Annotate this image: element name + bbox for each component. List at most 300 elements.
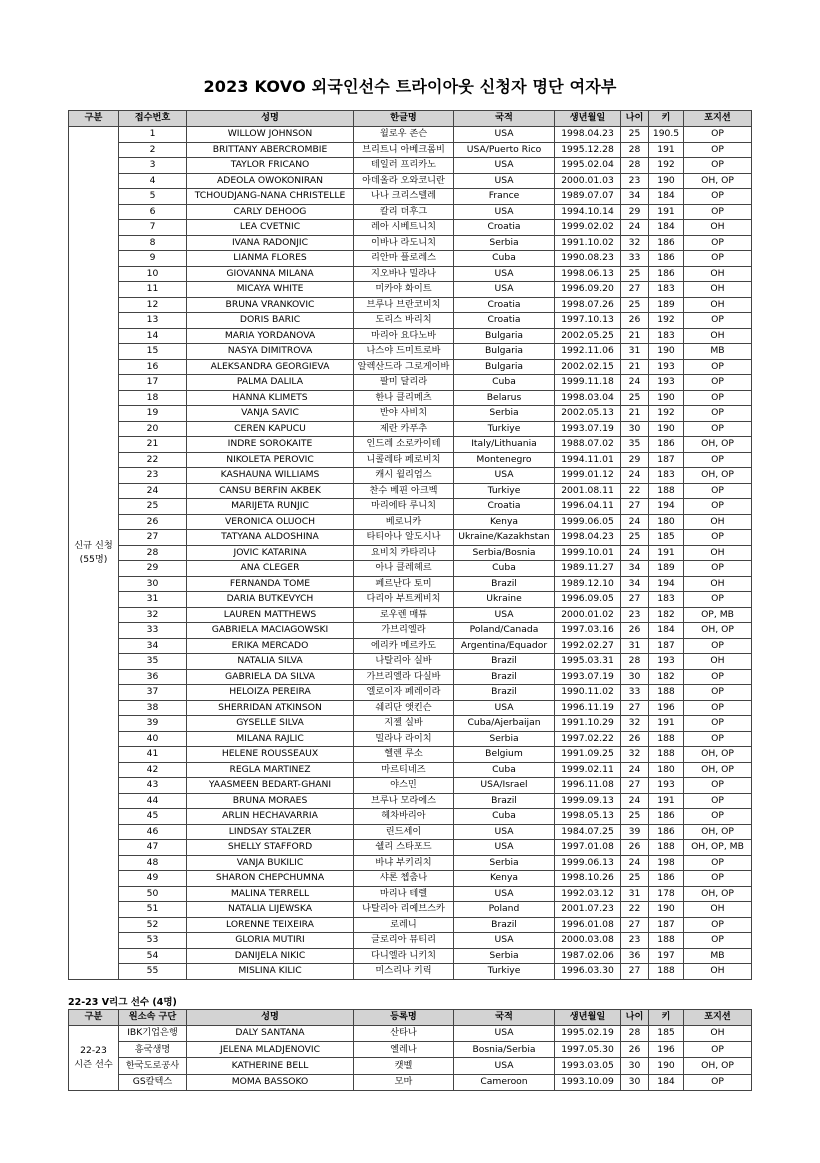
table-cell: 27 [621,700,649,716]
table-cell: 32 [119,607,187,623]
table-cell: OH [684,545,752,561]
table-row [69,700,752,716]
table-cell: 184 [649,1074,684,1090]
table-cell: 린드세이 [354,824,454,840]
table-row [69,235,752,251]
table-cell: 24 [621,855,649,871]
table-cell: ALEKSANDRA GEORGIEVA [187,359,354,375]
column-header: 포지션 [684,111,752,127]
table-cell: 2002.05.25 [555,328,621,344]
table-cell: LAUREN MATTHEWS [187,607,354,623]
table-cell: BRITTANY ABERCROMBIE [187,142,354,158]
table-row [69,623,752,639]
table-cell: OP [684,716,752,732]
table-cell: 24 [621,762,649,778]
table-cell: Brazil [454,669,555,685]
table-cell: 칼리 더후그 [354,204,454,220]
table-cell: 194 [649,576,684,592]
table-cell: 24 [621,793,649,809]
table-row [69,576,752,592]
table-cell: 리안마 플로레스 [354,251,454,267]
table-cell: 에리카 메르카도 [354,638,454,654]
table-cell: 34 [119,638,187,654]
table-row [69,948,752,964]
table-cell: 21 [119,437,187,453]
table-cell: 33 [621,685,649,701]
section-title: 22-23 V리그 선수 (4명) [68,997,177,1008]
table-cell: 1996.09.20 [555,282,621,298]
table-cell: 1998.06.13 [555,266,621,282]
table-cell: 미카야 화이트 [354,282,454,298]
table-cell: 24 [119,483,187,499]
table-cell: 2001.07.23 [555,902,621,918]
table-row [69,189,752,205]
table-cell: 엘로이자 페레이라 [354,685,454,701]
table-row [69,762,752,778]
table-cell: Brazil [454,685,555,701]
table-cell: 27 [621,282,649,298]
table-row [69,375,752,391]
table-row [69,127,752,143]
table-cell: 1998.04.23 [555,530,621,546]
table-cell: 196 [649,1042,684,1058]
table-row [69,716,752,732]
table-cell: USA [454,173,555,189]
table-cell: 2000.03.08 [555,933,621,949]
table-cell: 27 [621,778,649,794]
table-row [69,173,752,189]
table-cell: BRUNA VRANKOVIC [187,297,354,313]
table-cell: OP [684,235,752,251]
table-cell: 190 [649,421,684,437]
table-cell: 옐레나 [354,1042,454,1058]
table-cell: 레아 시베트니치 [354,220,454,236]
table-cell: 브루나 브란코비치 [354,297,454,313]
table-cell: 1995.02.19 [555,1026,621,1042]
table-cell: 192 [649,406,684,422]
table-cell: OP [684,731,752,747]
table-cell: 36 [621,948,649,964]
table-cell: 188 [649,840,684,856]
table-cell: 지오바나 밀라나 [354,266,454,282]
table-cell: 27 [621,917,649,933]
table-cell: 189 [649,561,684,577]
table-cell: OH [684,328,752,344]
table-cell: JELENA MLADJENOVIC [187,1042,354,1058]
table-cell: LORENNE TEIXEIRA [187,917,354,933]
table-cell: VERONICA OLUOCH [187,514,354,530]
table-cell: MARIJETA RUNJIC [187,499,354,515]
table-cell: 186 [649,266,684,282]
table-cell: 1989.12.10 [555,576,621,592]
table-row [69,142,752,158]
table-cell: Cuba [454,809,555,825]
table-cell: FERNANDA TOME [187,576,354,592]
table-cell: USA [454,886,555,902]
table-cell: OP [684,251,752,267]
table-cell: IVANA RADONJIC [187,235,354,251]
table-cell: OP [684,127,752,143]
table-cell: 4 [119,173,187,189]
table-cell: 미스리나 키릭 [354,964,454,980]
table-cell: DALY SANTANA [187,1026,354,1042]
table-cell: 26 [621,313,649,329]
table-cell: 19 [119,406,187,422]
table-cell: 193 [649,375,684,391]
table-row [69,669,752,685]
table-row [69,1058,752,1074]
table-cell: MARIA YORDANOVA [187,328,354,344]
table-cell: 테일러 프리카노 [354,158,454,174]
column-header: 성명 [187,111,354,127]
table-row [69,437,752,453]
table-cell: MILANA RAJLIC [187,731,354,747]
table-cell: 18 [119,390,187,406]
table-cell: Serbia [454,235,555,251]
table-row [69,917,752,933]
table-cell: 밀라나 라이치 [354,731,454,747]
table-cell: OP, MB [684,607,752,623]
table-cell: BRUNA MORAES [187,793,354,809]
table-cell: 마리나 테렐 [354,886,454,902]
table-cell: OH, OP [684,468,752,484]
table-cell: NASYA DIMITROVA [187,344,354,360]
table-cell: 32 [621,716,649,732]
table-cell: KASHAUNA WILLIAMS [187,468,354,484]
table-cell: VANJA BUKILIC [187,855,354,871]
table-cell: 5 [119,189,187,205]
table-cell: Kenya [454,871,555,887]
table-cell: 1998.03.04 [555,390,621,406]
table-cell: Montenegro [454,452,555,468]
table-cell: 나나 크리스텔레 [354,189,454,205]
table-cell: LEA CVETNIC [187,220,354,236]
table-cell: OP [684,933,752,949]
table-cell: 글로리아 뮤티리 [354,933,454,949]
table-cell: 54 [119,948,187,964]
table-cell: Turkiye [454,421,555,437]
group-label: 신규 신청 (55명) [69,127,119,980]
table-row [69,902,752,918]
table-row [69,607,752,623]
table-cell: OH, OP, MB [684,840,752,856]
table-cell: LIANMA FLORES [187,251,354,267]
table-cell: 39 [119,716,187,732]
table-cell: 55 [119,964,187,980]
table-cell: 1999.01.12 [555,468,621,484]
table-cell: 1993.03.05 [555,1058,621,1074]
table-cell: 185 [649,530,684,546]
table-row [69,514,752,530]
table-cell: Italy/Lithuania [454,437,555,453]
table-cell: MB [684,344,752,360]
table-cell: OH, OP [684,886,752,902]
table-cell: OP [684,375,752,391]
column-header: 성명 [187,1010,354,1026]
table-cell: 1996.09.05 [555,592,621,608]
table-cell: 1998.10.26 [555,871,621,887]
table-cell: 요비치 카타리나 [354,545,454,561]
table-cell: 가브리엘라 [354,623,454,639]
table-row [69,561,752,577]
table-cell: 35 [621,437,649,453]
table-cell: VANJA SAVIC [187,406,354,422]
table-cell: 1998.07.26 [555,297,621,313]
table-cell: 8 [119,235,187,251]
table-cell: 1990.11.02 [555,685,621,701]
table-cell: SHERRIDAN ATKINSON [187,700,354,716]
table-row [69,344,752,360]
table-header-row [69,1010,752,1026]
table-cell: 나탈리아 리예브스카 [354,902,454,918]
table-cell: 191 [649,716,684,732]
table-cell: 1999.02.11 [555,762,621,778]
table-cell: 30 [621,1058,649,1074]
table-cell: 1999.06.05 [555,514,621,530]
table-cell: 183 [649,468,684,484]
table-row [69,421,752,437]
table-cell: 바냐 부키리치 [354,855,454,871]
table-row [69,406,752,422]
table-cell: 로레니 [354,917,454,933]
table-cell: 아데올라 오와코니란 [354,173,454,189]
table-cell: 1996.03.30 [555,964,621,980]
table-cell: 30 [621,1074,649,1090]
table-cell: 야스민 [354,778,454,794]
table-cell: 1990.08.23 [555,251,621,267]
table-cell: 29 [621,204,649,220]
table-cell: 1995.02.04 [555,158,621,174]
table-cell: 1997.10.13 [555,313,621,329]
table-cell: 1991.09.25 [555,747,621,763]
table-cell: 26 [621,1042,649,1058]
table-cell: 27 [621,964,649,980]
table-cell: 32 [621,747,649,763]
table-cell: 14 [119,328,187,344]
table-cell: 샤론 쳅춤나 [354,871,454,887]
table-cell: 6 [119,204,187,220]
table-cell: 3 [119,158,187,174]
table-cell: 28 [621,142,649,158]
column-header: 원소속 구단 [119,1010,187,1026]
table-cell: Cuba [454,375,555,391]
table-cell: 45 [119,809,187,825]
table-cell: WILLOW JOHNSON [187,127,354,143]
table-cell: 캐시 윌리엄스 [354,468,454,484]
table-row [69,592,752,608]
column-header: 나이 [621,1010,649,1026]
column-header: 포지션 [684,1010,752,1026]
table-cell: 184 [649,623,684,639]
table-cell: 23 [621,173,649,189]
table-cell: 46 [119,824,187,840]
table-cell: USA [454,282,555,298]
table-cell: 31 [621,638,649,654]
table-cell: Turkiye [454,483,555,499]
table-cell: 1993.10.09 [555,1074,621,1090]
column-header: 생년월일 [555,1010,621,1026]
table-cell: 2 [119,142,187,158]
table-cell: GABRIELA MACIAGOWSKI [187,623,354,639]
table-cell: OH, OP [684,437,752,453]
table-cell: Cuba [454,251,555,267]
table-cell: 다니엘라 니키치 [354,948,454,964]
table-row [69,824,752,840]
table-cell: 26 [621,731,649,747]
table-cell: 1994.11.01 [555,452,621,468]
table-cell: 니콜레타 페로비치 [354,452,454,468]
page-title: 2023 KOVO 외국인선수 트라이아웃 신청자 명단 여자부 [203,77,617,96]
table-cell: GS칼텍스 [119,1074,187,1090]
table-cell: 20 [119,421,187,437]
table-cell: 1997.03.16 [555,623,621,639]
table-cell: 1996.11.19 [555,700,621,716]
table-cell: OP [684,793,752,809]
table-cell: 나스야 드미트로바 [354,344,454,360]
table-cell: OP [684,592,752,608]
table-cell: 28 [621,158,649,174]
table-cell: Ukraine/Kazakhstan [454,530,555,546]
table-cell: LINDSAY STALZER [187,824,354,840]
table-cell: 182 [649,669,684,685]
table-cell: 21 [621,328,649,344]
table-cell: OP [684,685,752,701]
table-cell: 타티아나 알도시나 [354,530,454,546]
table-cell: 43 [119,778,187,794]
table-cell: 마리아 요다노바 [354,328,454,344]
table-cell: 193 [649,359,684,375]
table-cell: 191 [649,793,684,809]
table-cell: 가브리엘라 다실바 [354,669,454,685]
column-header: 나이 [621,111,649,127]
table-cell: Bulgaria [454,344,555,360]
table-row [69,964,752,980]
table-cell: OH, OP [684,623,752,639]
table-cell: 1992.03.12 [555,886,621,902]
table-cell: 나탈리아 실바 [354,654,454,670]
table-cell: Croatia [454,313,555,329]
table-cell: TATYANA ALDOSHINA [187,530,354,546]
table-cell: 쉘리 스타포드 [354,840,454,856]
table-cell: 아나 클레헤르 [354,561,454,577]
table-cell: 28 [119,545,187,561]
table-cell: 마리에타 루니치 [354,499,454,515]
table-cell: 188 [649,685,684,701]
table-row [69,204,752,220]
table-cell: 192 [649,313,684,329]
table-row [69,297,752,313]
table-cell: 반야 사비치 [354,406,454,422]
table-cell: Cameroon [454,1074,555,1090]
table-cell: 190 [649,344,684,360]
table-cell: 1998.05.13 [555,809,621,825]
table-cell: 178 [649,886,684,902]
table-cell: 36 [119,669,187,685]
table-cell: 팔미 달리라 [354,375,454,391]
table-cell: 185 [649,1026,684,1042]
table-cell: 1996.01.08 [555,917,621,933]
table-cell: IBK기업은행 [119,1026,187,1042]
table-cell: 188 [649,731,684,747]
table-cell: 모마 [354,1074,454,1090]
table-cell: Turkiye [454,964,555,980]
table-cell: 51 [119,902,187,918]
table-cell: JOVIC KATARINA [187,545,354,561]
table-row [69,886,752,902]
table-cell: 24 [621,468,649,484]
table-cell: 196 [649,700,684,716]
table-cell: USA [454,824,555,840]
table-cell: OP [684,313,752,329]
table-cell: 26 [621,623,649,639]
table-cell: 197 [649,948,684,964]
table-cell: 193 [649,654,684,670]
column-header: 키 [649,111,684,127]
table-cell: 10 [119,266,187,282]
table-cell: Poland [454,902,555,918]
table-cell: USA [454,127,555,143]
table-cell: Kenya [454,514,555,530]
table-cell: 190 [649,173,684,189]
table-cell: OH [684,654,752,670]
table-cell: OP [684,1074,752,1090]
table-cell: 188 [649,964,684,980]
table-cell: 32 [621,235,649,251]
table-cell: 25 [621,390,649,406]
table-cell: PALMA DALILA [187,375,354,391]
table-cell: HELOIZA PEREIRA [187,685,354,701]
table-cell: 33 [119,623,187,639]
table-cell: Ukraine [454,592,555,608]
table-cell: Croatia [454,220,555,236]
column-header: 구분 [69,1010,119,1026]
table-row [69,313,752,329]
table-cell: USA [454,1058,555,1074]
table-cell: 50 [119,886,187,902]
table-cell: OP [684,871,752,887]
table-cell: OH, OP [684,173,752,189]
table-cell: 193 [649,778,684,794]
table-cell: 49 [119,871,187,887]
table-cell: 191 [649,142,684,158]
table-cell: 22 [621,483,649,499]
table-cell: 28 [621,654,649,670]
table-cell: OP [684,561,752,577]
table-cell: 41 [119,747,187,763]
table-row [69,933,752,949]
table-cell: 흥국생명 [119,1042,187,1058]
table-cell: 21 [621,359,649,375]
table-cell: OP [684,778,752,794]
table-cell: HANNA KLIMETS [187,390,354,406]
table-cell: OP [684,158,752,174]
table-cell: 186 [649,235,684,251]
table-cell: OP [684,390,752,406]
vleague-players-table [68,1009,752,1091]
table-cell: OP [684,809,752,825]
table-cell: OH [684,297,752,313]
table-cell: USA [454,468,555,484]
table-cell: 1996.04.11 [555,499,621,515]
table-row [69,158,752,174]
table-cell: OP [684,855,752,871]
table-cell: Croatia [454,297,555,313]
table-cell: 12 [119,297,187,313]
table-cell: MB [684,948,752,964]
table-cell: 39 [621,824,649,840]
table-row [69,359,752,375]
table-cell: 192 [649,158,684,174]
